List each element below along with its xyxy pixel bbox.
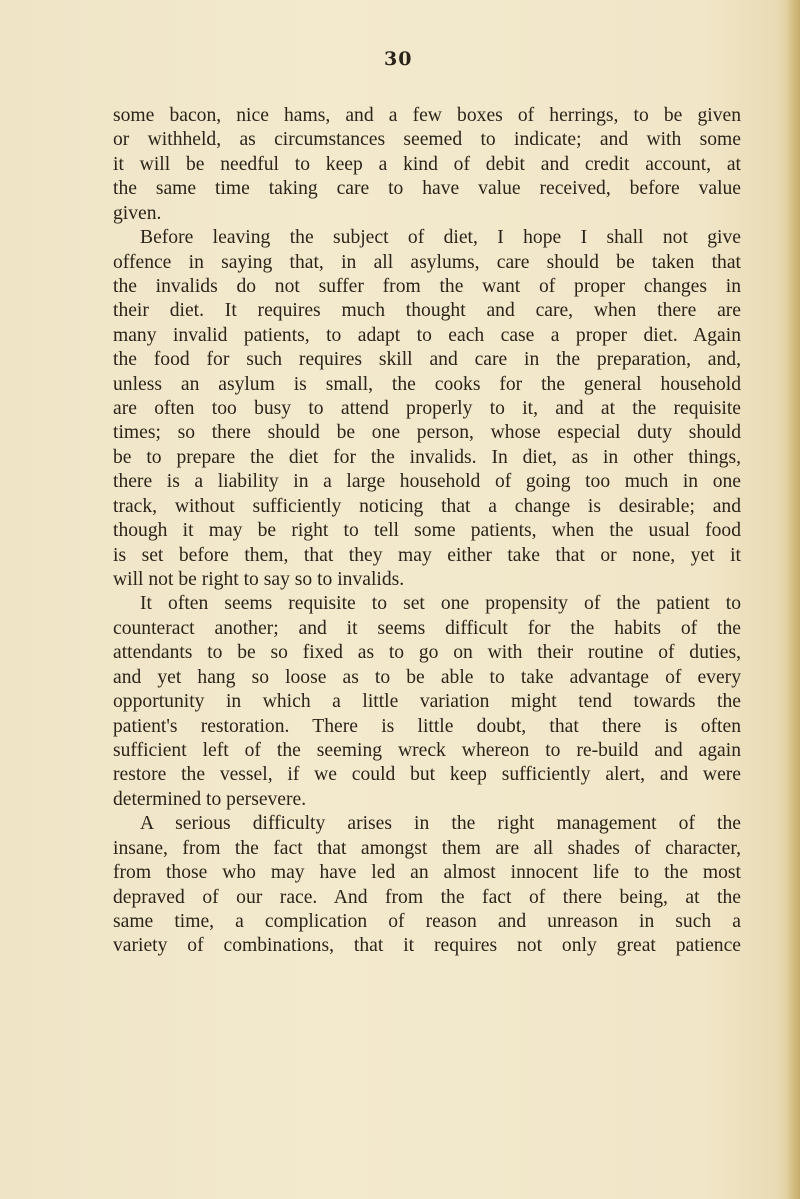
text-line: patient's restoration. There is little doubt, that there is often (113, 715, 741, 737)
text-line: the food for such requires skill and care in the preparation, and, (113, 349, 741, 371)
text-line: counteract another; and it seems difficult for the habits of the (113, 617, 741, 639)
page-edge (786, 0, 800, 1199)
text-line: It often seems requisite to set one propensity of the patient to (140, 593, 741, 615)
text-line: are often too busy to attend properly to it, and at the requisite (113, 398, 741, 420)
text-line: be to prepare the diet for the invalids. In diet, as in other things, (113, 446, 741, 468)
text-line: A serious difficulty arises in the right management of the (140, 813, 741, 835)
text-line: offence in saying that, in all asylums, care should be taken that (113, 251, 741, 273)
text-line: times; so there should be one person, whose especial duty should (113, 422, 741, 444)
text-line: some bacon, nice hams, and a few boxes of herrings, to be given (113, 105, 741, 126)
text-line: it will be needful to keep a kind of debit and credit account, at (113, 153, 741, 175)
text-line: insane, from the fact that amongst them are all shades of character, (113, 837, 741, 859)
text-line: track, without sufficiently noticing that a change is desirable; and (113, 495, 741, 517)
text-line: and yet hang so loose as to be able to take advantage of every (113, 666, 741, 688)
text-line: the invalids do not suffer from the want of proper changes in (113, 275, 741, 297)
text-line: given. (113, 202, 162, 224)
text-line: same time, a complication of reason and unreason in such a (113, 910, 741, 932)
text-line: will not be right to say so to invalids. (113, 569, 405, 591)
text-line: Before leaving the subject of diet, I hope I shall not give (140, 227, 741, 249)
text-line: there is a liability in a large household of going too much in one (113, 471, 741, 493)
text-line: attendants to be so fixed as to go on with their routine of duties, (113, 642, 741, 664)
text-line: is set before them, that they may either take that or none, yet it (113, 544, 741, 566)
text-line: from those who may have led an almost innocent life to the most (113, 862, 741, 884)
text-line: opportunity in which a little variation might tend towards the (113, 691, 741, 713)
text-line: unless an asylum is small, the cooks for the general household (113, 373, 741, 395)
text-line: restore the vessel, if we could but keep sufficiently alert, and were (113, 764, 741, 786)
text-line: variety of combinations, that it requires not only great patience (113, 935, 741, 957)
text-line: depraved of our race. And from the fact of there being, at the (113, 886, 741, 908)
text-line: determined to persevere. (113, 788, 307, 810)
text-line: or withheld, as circumstances seemed to indicate; and with some (113, 129, 741, 151)
text-line: though it may be right to tell some patients, when the usual food (113, 520, 741, 542)
page-number: 30 (384, 48, 413, 70)
text-line: the same time taking care to have value received, before value (113, 178, 741, 200)
text-line: sufficient left of the seeming wreck whereon to re-build and again (113, 739, 741, 761)
text-line: their diet. It requires much thought and care, when there are (113, 300, 741, 322)
body-text (113, 104, 741, 959)
text-line: many invalid patients, to adapt to each case a proper diet. Again (113, 324, 741, 346)
